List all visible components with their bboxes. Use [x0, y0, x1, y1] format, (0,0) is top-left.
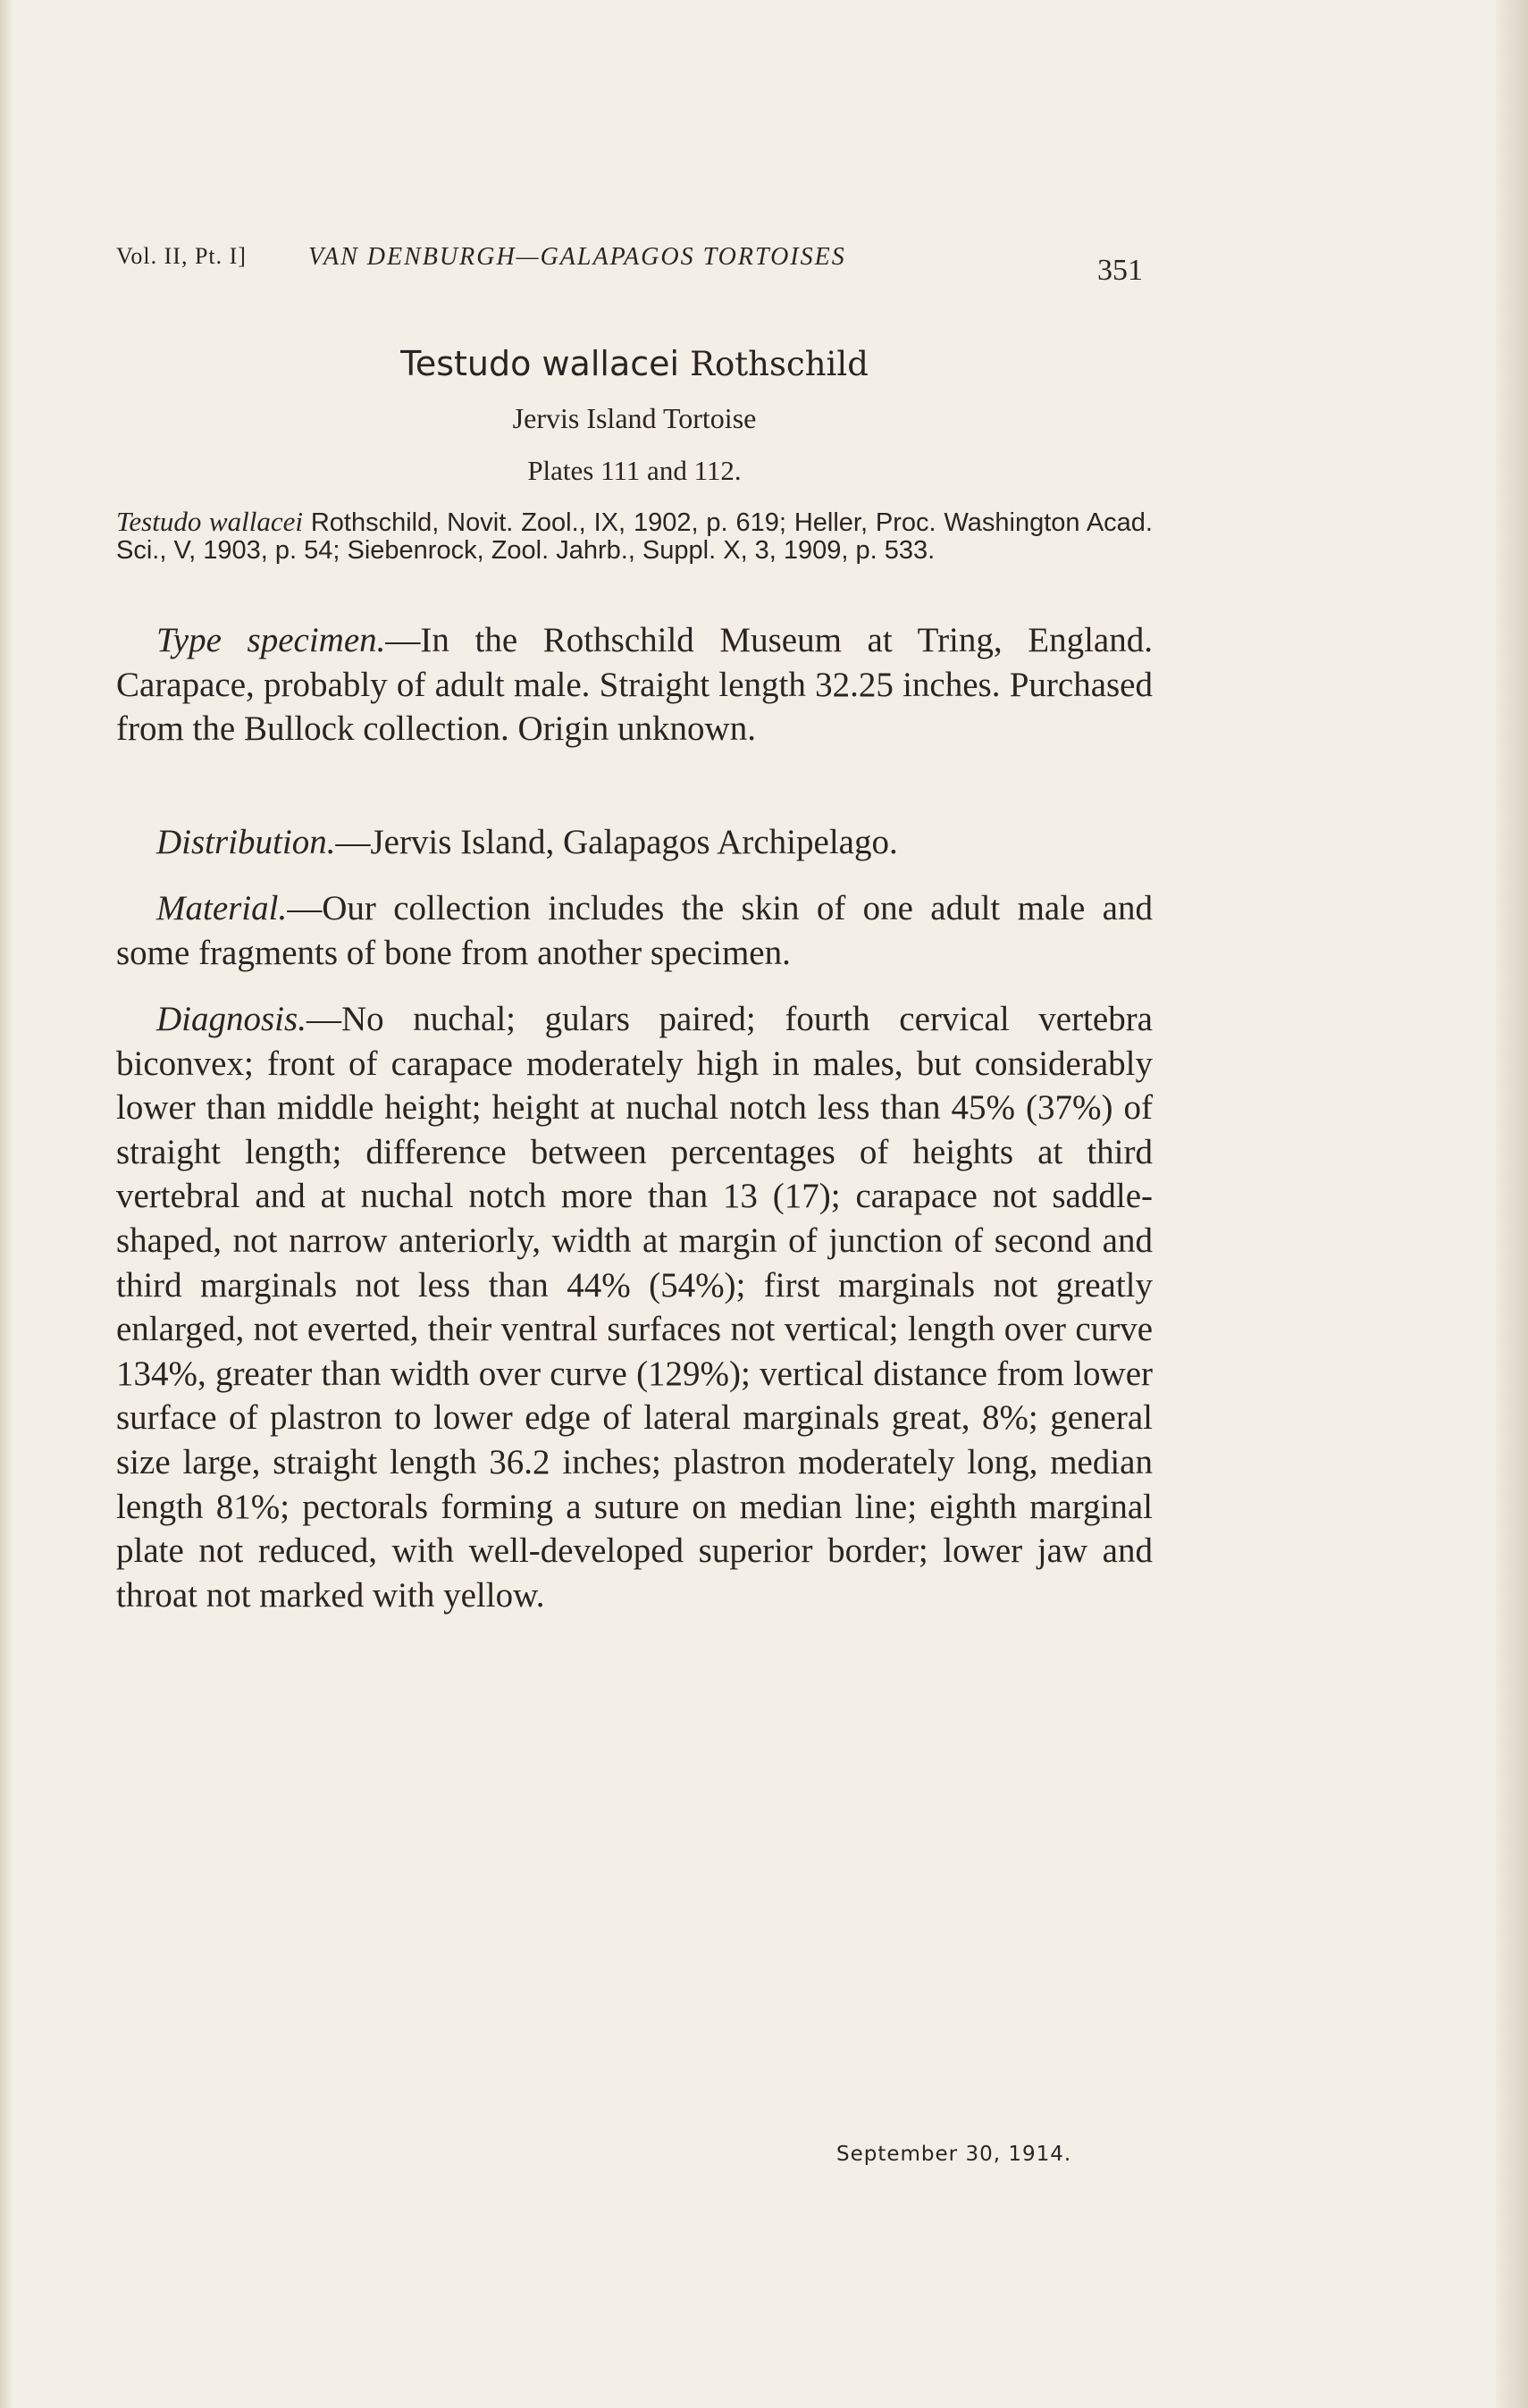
type-specimen-text: —In the Rothschild Museum at Tring, England. Carapace, probably of adult male. Straight length 32.25 inches. Purchased from the Bullock collection. Origin unknown.	[116, 621, 1153, 748]
publication-date: September 30, 1914.	[836, 2143, 1072, 2166]
plates-reference: Plates 111 and 112.	[527, 455, 742, 486]
running-title: VAN DENBURGH—GALAPAGOS TORTOISES	[308, 243, 846, 271]
volume-label: Vol. II, Pt. I]	[116, 243, 247, 269]
synonymy	[116, 508, 1153, 565]
running-header	[116, 239, 1153, 293]
material-paragraph	[116, 886, 1153, 975]
page-number: 351	[1097, 254, 1143, 287]
distribution-heading: Distribution.	[156, 823, 336, 861]
species-author: Rothschild	[690, 345, 869, 383]
type-specimen-heading: Type specimen.	[156, 621, 386, 659]
common-name: Jervis Island Tortoise	[512, 402, 757, 434]
distribution-paragraph	[116, 820, 1153, 865]
species-title	[116, 344, 1153, 383]
diagnosis-text: —No nuchal; gulars paired; fourth cervical vertebra biconvex; front of carapace moderately high in males, but considerably lower than middle height; height at nuchal notch less than 45% (37%) of straight length; difference between percentages of heights at third vertebral and at nuchal notch more than 13 (17); carapace not saddle-shaped, not narrow anteriorly, width at margin of junction of second and third marginals not less than 44% (54%); first marginals not greatly enlarged, not everted, their ventral surfaces not vertical; length over curve 134%, greater than width over curve (129%); vertical distance from lower surface of plastron to lower edge of lateral marginals great, 8%; general size large, straight length 36.2 inches; plastron moderately long, median length 81%; pectorals forming a suture on median line; eighth marginal plate not reduced, with well-developed superior border; lower jaw and throat not marked with yellow.	[116, 1000, 1153, 1615]
synonymy-text: Rothschild, Novit. Zool., IX, 1902, p. 619; Heller, Proc. Washington Acad. Sci., V, 1903, p. 54; Siebenrock, Zool. Jahrb., Suppl. X, 3, 1909, p. 533.	[116, 508, 1153, 565]
distribution-text: —Jervis Island, Galapagos Archipelago.	[335, 823, 898, 861]
diagnosis-heading: Diagnosis.	[156, 1000, 306, 1038]
synonymy-name: Testudo wallacei	[116, 506, 303, 537]
material-text: —Our collection includes the skin of one adult male and some fragments of bone from another specimen.	[116, 889, 1153, 972]
type-specimen-paragraph	[116, 618, 1153, 751]
page-right-edge	[1496, 0, 1528, 2408]
page-left-edge	[0, 0, 13, 2408]
diagnosis-paragraph	[116, 997, 1153, 1617]
material-heading: Material.	[156, 889, 288, 927]
species-name: Testudo wallacei	[400, 344, 680, 383]
